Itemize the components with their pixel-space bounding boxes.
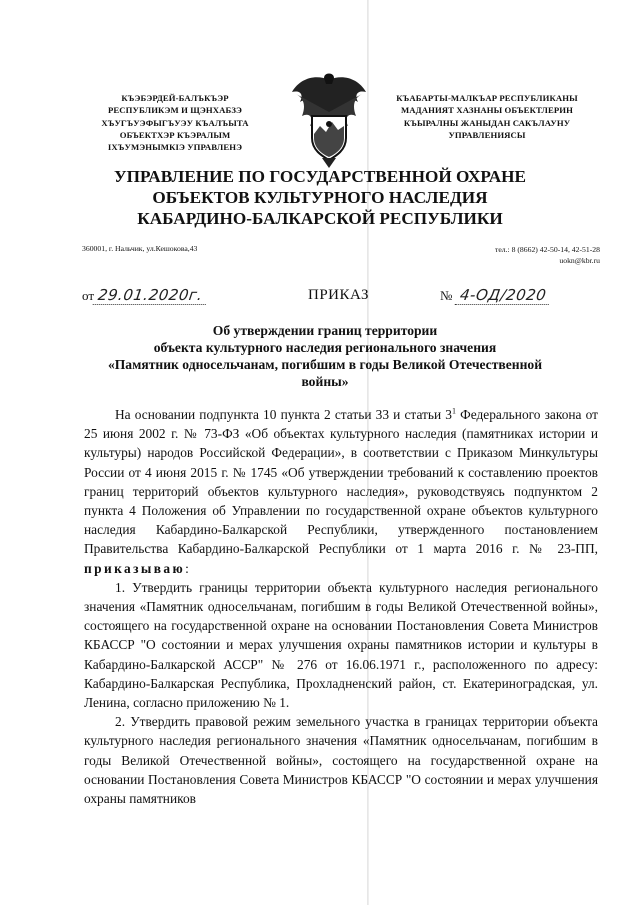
superscript: 1 [452, 406, 456, 416]
clause-2: 2. Утвердить правовой режим земельного участка в границах территории объекта культурного наследия регионального значения «Памятник односельчанам, погибшим в годы Великой Отечественной войны», состоящего на государственной охране на основании Постановления Совета Министров КБАССР "О состоянии и мерах улучшения охраны памятников [84, 714, 598, 807]
header-left-line: РЕСПУБЛИКЭМ И ЩЭНХАБЗЭ [107, 105, 243, 116]
order-body [84, 405, 598, 808]
order-date [82, 286, 207, 305]
order-subject [80, 322, 570, 390]
preamble-text-cont: Федерального закона от 25 июня 2002 г. № 73-ФЗ «Об объектах культурного наследия (памятниках истории и культуры) народов Российской Федерации», в соответствии с Приказом Минкультуры России от 4 июня 2015 г. № 1745 «Об утверждении требований к составлению проектов границ территорий объектов культурного наследия», руководствуясь подпунктом 2 пункта 4 Положения об Управлении по государственной охране объектов культурного наследия Кабардино-Балкарской Республики, утвержденного постановлением Правительства Кабардино-Балкарской Республики от 1 марта 2016 г. № 23-ПП, [84, 407, 598, 557]
subject-line: объекта культурного наследия регионального значения [153, 340, 497, 355]
kbr-coat-of-arms-icon [286, 72, 372, 168]
number-prefix: № [440, 288, 453, 303]
header-left-line: КЪЭБЭРДЕЙ-БАЛЪКЪЭР [121, 93, 229, 103]
clause-1: 1. Утвердить границы территории объекта культурного наследия регионального значения «Памятник односельчанам, погибшим в годы Великой Отечественной войны», состоящего на государственной охране на основании Постановления Совета Министров КБАССР "О состоянии и мерах улучшения охраны памятников истории и культуры в Кабардино-Балкарской АССР" № 276 от 16.06.1971 г., расположенного по адресу: Кабардино-Балкарская Республика, Прохладненский район, ст. Екатериноградская, ул. Ленина, согласно приложению № 1. [84, 579, 598, 711]
subject-line: войны» [301, 374, 349, 389]
header-left-kabardian [70, 92, 280, 153]
handwritten-number: 4-ОД/2020 [454, 286, 551, 305]
header-right-balkar [381, 92, 593, 141]
header-left-line: ОБЪЕКТХЭР КЪЭРАЛЫМ [119, 129, 231, 140]
postal-address: 360001, г. Нальчик, ул.Кешокова,43 [82, 244, 198, 253]
agency-title [80, 166, 560, 229]
agency-title-line: КАБАРДИНО-БАЛКАРСКОЙ РЕСПУБЛИКИ [137, 209, 503, 228]
contact-block [420, 244, 600, 266]
agency-title-line: УПРАВЛЕНИЕ ПО ГОСУДАРСТВЕННОЙ ОХРАНЕ [114, 167, 526, 186]
subject-line: Об утверждении границ территории [212, 323, 438, 338]
header-right-line: МАДАНИЯТ ХАЗНАНЫ ОБЪЕКТЛЕРИН [400, 105, 574, 116]
command-word: приказываю [84, 560, 186, 576]
header-right-line: УПРАВЛЕНИЯСЫ [448, 129, 526, 140]
date-prefix: от [82, 288, 95, 303]
header-right-line: КЪЫРАЛНЫ ЖАНЫДАН САКЪЛАУНУ [403, 117, 571, 128]
command-colon: : [185, 560, 189, 576]
email-address: uokn@kbr.ru [559, 256, 600, 265]
subject-line: «Памятник односельчанам, погибшим в годы Великой Отечественной [107, 357, 543, 372]
preamble-paragraph [84, 405, 598, 578]
header-left-line: ХЪУГЪУЭФЫГЪУЭУ КЪАЛЪЫТА [101, 117, 249, 128]
handwritten-date: 29.01.2020г. [93, 286, 208, 305]
phone-numbers: тел.: 8 (8662) 42-50-14, 42-51-28 [495, 245, 600, 254]
order-title: ПРИКАЗ [308, 287, 369, 303]
preamble-text: На основании подпункта 10 пункта 2 статьи 33 и статьи 3 [115, 407, 452, 422]
agency-title-line: ОБЪЕКТОВ КУЛЬТУРНОГО НАСЛЕДИЯ [152, 188, 488, 207]
header-right-line: КЪАБАРТЫ-МАЛКЪАР РЕСПУБЛИКАНЫ [396, 93, 578, 103]
header-left-line: IХЪУМЭНЫМКIЭ УПРАВЛЕНЭ [107, 142, 243, 153]
order-number [440, 286, 550, 305]
